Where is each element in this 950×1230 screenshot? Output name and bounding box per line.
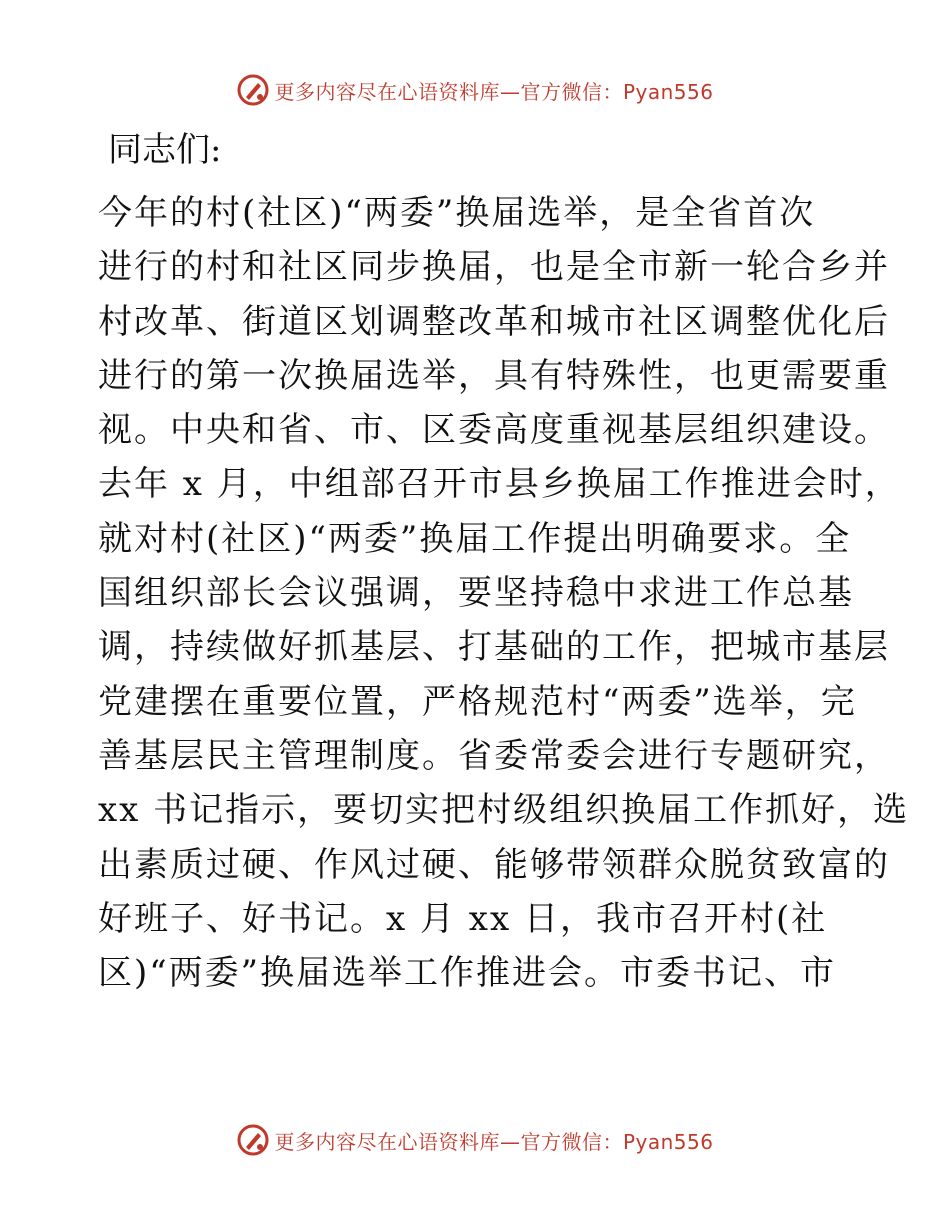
paragraph-line: 党建摆在重要位置，严格规范村“两委”选举，完 bbox=[98, 681, 857, 722]
footer-watermark bbox=[0, 1120, 950, 1160]
paragraph-line: 去年 x 月，中组部召开市县乡换届工作推进会时， bbox=[98, 464, 901, 505]
document-body bbox=[98, 124, 910, 1000]
paragraph-line: 出素质过硬、作风过硬、能够带领群众脱贫致富的 bbox=[98, 844, 890, 885]
paragraph-line: 村改革、街道区划调整改革和城市社区调整优化后 bbox=[98, 301, 890, 342]
paragraph-line: 进行的村和社区同步换届，也是全市新一轮合乡并 bbox=[98, 247, 890, 288]
paragraph-line: 今年的村(社区)“两委”换届选举，是全省首次 bbox=[98, 193, 816, 233]
paragraph-line: 视。中央和省、市、区委高度重视基层组织建设。 bbox=[98, 410, 890, 451]
watermark-text: 更多内容尽在心语资料库—官方微信：Pyan556 bbox=[274, 79, 714, 104]
paragraph-line: 进行的第一次换届选举，具有特殊性，也更需要重 bbox=[98, 355, 890, 396]
paragraph-line: 国组织部长会议强调，要坚持稳中求进工作总基 bbox=[98, 573, 854, 614]
paragraph-line: xx 书记指示，要切实把村级组织换届工作抓好，选 bbox=[98, 790, 910, 831]
header-watermark bbox=[0, 70, 950, 110]
pen-logo-icon bbox=[236, 1123, 270, 1157]
paragraph-line: 好班子、好书记。x 月 xx 日，我市召开村(社 bbox=[98, 898, 828, 939]
watermark-text: 更多内容尽在心语资料库—官方微信：Pyan556 bbox=[274, 1129, 714, 1154]
paragraph-line: 区)“两委”换届选举工作推进会。市委书记、市 bbox=[98, 953, 837, 994]
paragraph-line: 就对村(社区)“两委”换届工作提出明确要求。全 bbox=[98, 518, 852, 559]
pen-logo-icon bbox=[236, 73, 270, 107]
salutation: 同志们: bbox=[108, 130, 222, 170]
paragraph-line: 调，持续做好抓基层、打基础的工作，把城市基层 bbox=[98, 627, 890, 668]
paragraph-line: 善基层民主管理制度。省委常委会进行专题研究， bbox=[98, 735, 890, 776]
